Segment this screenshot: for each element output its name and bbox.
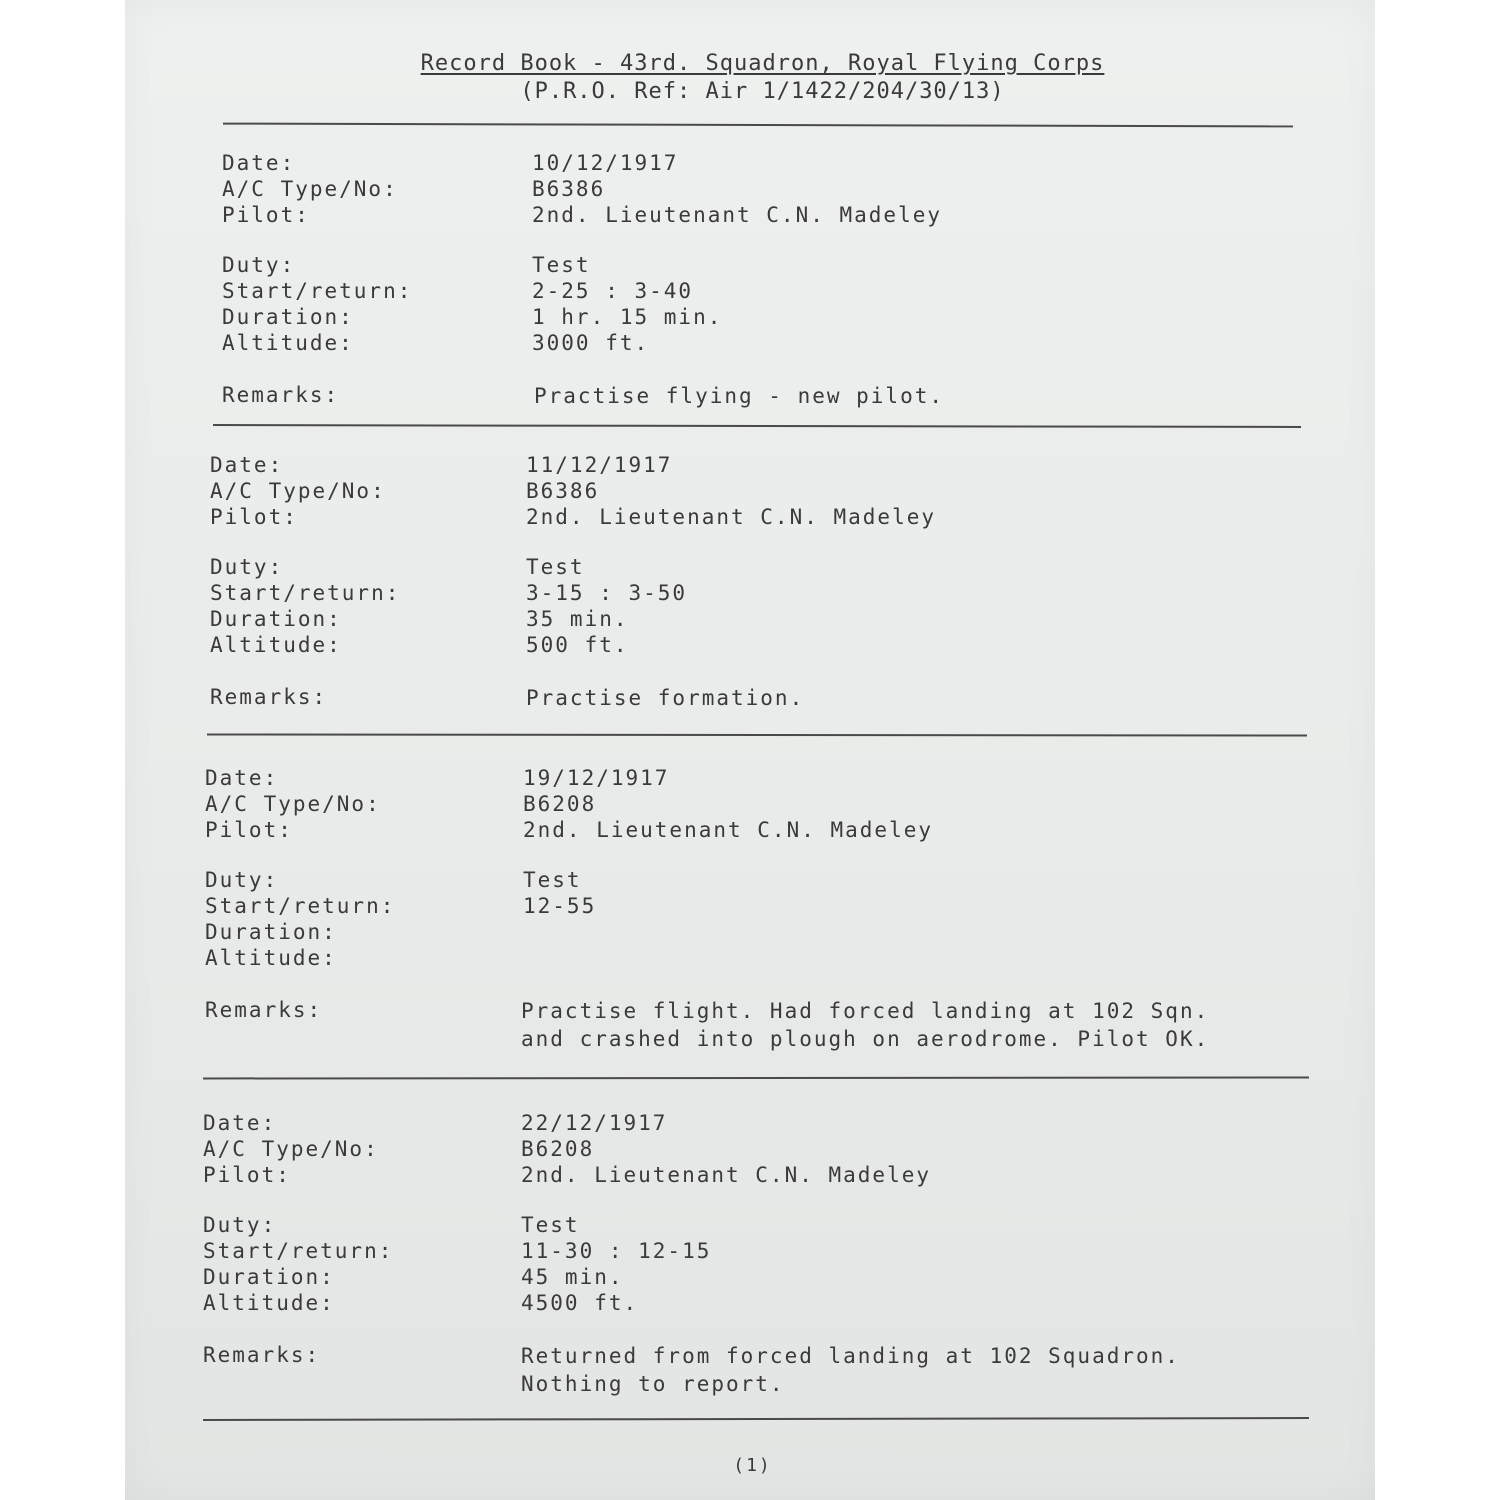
remarks-label: Remarks:: [205, 998, 323, 1022]
pilot-label: Pilot:: [222, 203, 310, 227]
pilot-label: Pilot:: [203, 1163, 291, 1187]
pilot-value: 2nd. Lieutenant C.N. Madeley: [521, 1163, 932, 1187]
page-number-text: (1): [733, 1455, 772, 1476]
date-label: Date:: [210, 453, 284, 477]
duty-value: Test: [526, 555, 585, 579]
entry-row-altitude: [210, 632, 1375, 658]
date-label: Date:: [222, 151, 296, 175]
document-title: Record Book - 43rd. Squadron, Royal Flying Corps: [420, 51, 1105, 76]
duration-value: 45 min.: [521, 1265, 624, 1289]
aircraft-label: A/C Type/No:: [222, 177, 398, 201]
altitude-value: 500 ft.: [526, 633, 629, 657]
entry-row-aircraft: [210, 478, 1375, 504]
entry-remarks: [203, 1342, 1375, 1398]
entry-row-duration: [210, 606, 1375, 632]
altitude-label: Altitude:: [222, 331, 354, 355]
duty-value: Test: [532, 253, 591, 277]
date-value: 19/12/1917: [523, 766, 670, 790]
duration-label: Duration:: [210, 607, 342, 631]
entry-row-altitude: [222, 330, 1375, 356]
aircraft-label: A/C Type/No:: [210, 479, 386, 503]
entry-row-pilot: [205, 817, 1375, 843]
start-return-value: 11-30 : 12-15: [521, 1239, 712, 1263]
entry-row-start-return: [203, 1238, 1375, 1264]
entry-remarks: [210, 684, 1375, 712]
pilot-value: 2nd. Lieutenant C.N. Madeley: [532, 203, 943, 227]
remarks-line: Practise formation.: [526, 686, 805, 710]
aircraft-value: B6208: [523, 792, 597, 816]
pilot-label: Pilot:: [210, 505, 298, 529]
entry-row-duration: [205, 919, 1375, 945]
entry-row-date: [203, 1110, 1375, 1136]
record-sheet: [125, 0, 1375, 1500]
entry-row-date: [210, 452, 1375, 478]
remarks-text: [526, 684, 1375, 712]
duration-label: Duration:: [205, 920, 337, 944]
entry-row-duration: [203, 1264, 1375, 1290]
entry-row-duty: [205, 867, 1375, 893]
date-value: 22/12/1917: [521, 1111, 668, 1135]
entry-row-date: [222, 150, 1375, 176]
remarks-text: [534, 382, 1375, 410]
duty-value: Test: [521, 1213, 580, 1237]
entry-row-duty: [222, 252, 1375, 278]
aircraft-value: B6386: [526, 479, 600, 503]
aircraft-label: A/C Type/No:: [205, 792, 381, 816]
log-entry: [125, 452, 1375, 712]
altitude-label: Altitude:: [205, 946, 337, 970]
start-return-label: Start/return:: [205, 894, 396, 918]
entry-row-aircraft: [222, 176, 1375, 202]
duration-label: Duration:: [222, 305, 354, 329]
remarks-label: Remarks:: [222, 383, 340, 407]
entry-row-aircraft: [203, 1136, 1375, 1162]
start-return-value: 3-15 : 3-50: [526, 581, 688, 605]
duration-label: Duration:: [203, 1265, 335, 1289]
start-return-label: Start/return:: [222, 279, 413, 303]
entry-row-aircraft: [205, 791, 1375, 817]
pilot-label: Pilot:: [205, 818, 293, 842]
altitude-label: Altitude:: [203, 1291, 335, 1315]
aircraft-value: B6386: [532, 177, 606, 201]
remarks-label: Remarks:: [210, 685, 328, 709]
pilot-value: 2nd. Lieutenant C.N. Madeley: [526, 505, 937, 529]
duty-label: Duty:: [222, 253, 296, 277]
entry-remarks: [222, 382, 1375, 410]
entry-divider: [213, 424, 1301, 428]
remarks-line: Nothing to report.: [521, 1372, 785, 1396]
entry-row-altitude: [205, 945, 1375, 971]
log-entry: [125, 765, 1375, 1053]
date-label: Date:: [205, 766, 279, 790]
start-return-value: 12-55: [523, 894, 597, 918]
duty-value: Test: [523, 868, 582, 892]
duration-value: 1 hr. 15 min.: [532, 305, 723, 329]
start-return-label: Start/return:: [210, 581, 401, 605]
log-entry: [125, 150, 1375, 410]
duty-label: Duty:: [210, 555, 284, 579]
entry-divider: [207, 734, 1307, 737]
page-number: [125, 1455, 1375, 1476]
aircraft-label: A/C Type/No:: [203, 1137, 379, 1161]
altitude-value: 4500 ft.: [521, 1291, 639, 1315]
remarks-line: and crashed into plough on aerodrome. Pilot OK.: [521, 1027, 1210, 1051]
duration-value: 35 min.: [526, 607, 629, 631]
pilot-value: 2nd. Lieutenant C.N. Madeley: [523, 818, 934, 842]
entry-row-duty: [210, 554, 1375, 580]
altitude-label: Altitude:: [210, 633, 342, 657]
entry-row-start-return: [222, 278, 1375, 304]
date-label: Date:: [203, 1111, 277, 1135]
entry-row-start-return: [210, 580, 1375, 606]
date-value: 10/12/1917: [532, 151, 679, 175]
date-value: 11/12/1917: [526, 453, 673, 477]
entry-row-pilot: [203, 1162, 1375, 1188]
entry-divider: [203, 1417, 1309, 1421]
start-return-label: Start/return:: [203, 1239, 394, 1263]
start-return-value: 2-25 : 3-40: [532, 279, 694, 303]
remarks-label: Remarks:: [203, 1343, 321, 1367]
document-reference: (P.R.O. Ref: Air 1/1422/204/30/13): [520, 79, 1005, 104]
document-header: [125, 50, 1375, 106]
remarks-text: [521, 997, 1375, 1053]
entry-row-pilot: [210, 504, 1375, 530]
entry-divider: [203, 1077, 1309, 1080]
entry-row-duty: [203, 1212, 1375, 1238]
remarks-line: Practise flight. Had forced landing at 102 Sqn.: [521, 999, 1210, 1023]
entry-row-pilot: [222, 202, 1375, 228]
altitude-value: 3000 ft.: [532, 331, 650, 355]
duty-label: Duty:: [203, 1213, 277, 1237]
entry-row-altitude: [203, 1290, 1375, 1316]
entry-row-start-return: [205, 893, 1375, 919]
entry-row-date: [205, 765, 1375, 791]
header-divider: [223, 123, 1293, 128]
entry-remarks: [205, 997, 1375, 1053]
remarks-line: Practise flying - new pilot.: [534, 384, 945, 408]
duty-label: Duty:: [205, 868, 279, 892]
aircraft-value: B6208: [521, 1137, 595, 1161]
remarks-line: Returned from forced landing at 102 Squadron.: [521, 1344, 1180, 1368]
entry-row-duration: [222, 304, 1375, 330]
log-entry: [125, 1110, 1375, 1398]
remarks-text: [521, 1342, 1375, 1398]
